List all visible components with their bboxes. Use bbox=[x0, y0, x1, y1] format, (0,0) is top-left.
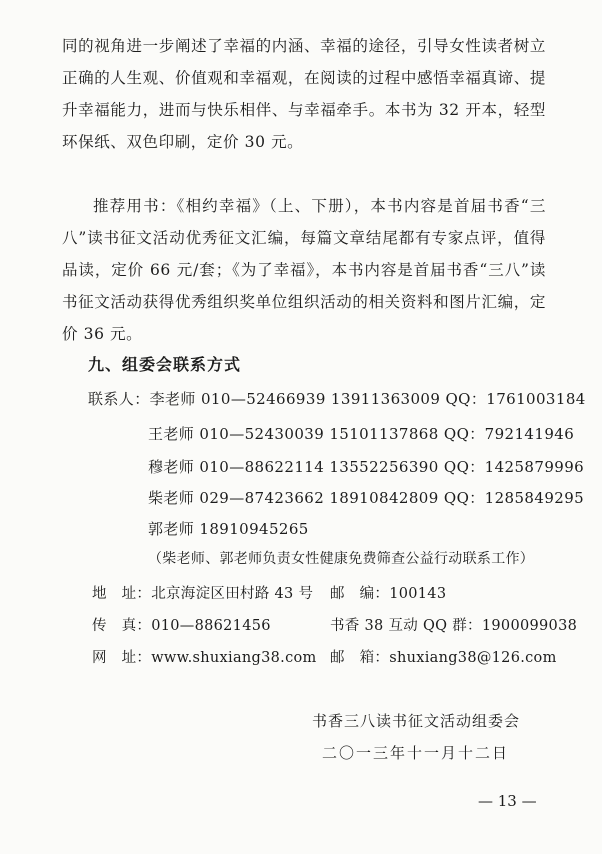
contact-details: 18910945265 bbox=[199, 520, 309, 538]
qq-group-value: 1900099038 bbox=[481, 618, 578, 634]
website-label: 网 址： bbox=[92, 650, 152, 666]
signature-org: 书香三八读书征文活动组委会 bbox=[312, 712, 521, 730]
contact-row bbox=[148, 518, 309, 539]
contact-details: 010—88622114 13552256390 QQ：1425879996 bbox=[199, 458, 585, 476]
signature-date: 二〇一三年十一月十二日 bbox=[322, 744, 510, 762]
email-label: 邮 箱： bbox=[330, 650, 390, 666]
website-row bbox=[92, 646, 317, 667]
contact-row bbox=[88, 388, 586, 409]
contact-details: 010—52430039 15101137868 QQ：792141946 bbox=[199, 425, 575, 443]
fax-label: 传 真： bbox=[92, 618, 152, 634]
contact-note: （柴老师、郭老师负责女性健康免费筛查公益行动联系工作） bbox=[148, 551, 535, 567]
contact-label: 联系人： bbox=[88, 390, 150, 408]
contact-row bbox=[148, 456, 584, 477]
contact-details: 029—87423662 18910842809 QQ：1285849295 bbox=[199, 489, 585, 507]
contact-details: 010—52466939 13911363009 QQ：1761003184 bbox=[200, 390, 586, 408]
paragraph-recommended-books: 推荐用书：《相约幸福》（上、下册），本书内容是首届书香“三八”读书征文活动优秀征文汇编，每篇文章结尾都有专家点评，值得品读，定价 66 元/套；《为了幸福》，本书内容是首届书香“三八”读书征文活动获得优秀组织奖单位组织活动的相关资料和图片汇编，定价 36 元。 bbox=[62, 197, 546, 343]
contact-name: 穆老师 bbox=[148, 458, 195, 476]
contact-name: 李老师 bbox=[149, 390, 196, 408]
website-link[interactable]: www.shuxiang38.com bbox=[151, 650, 317, 666]
contact-name: 郭老师 bbox=[148, 520, 195, 538]
email-link[interactable]: shuxiang38@126.com bbox=[389, 650, 557, 666]
address-label: 地 址： bbox=[92, 586, 152, 602]
page-number: — 13 — bbox=[478, 792, 537, 810]
contact-row bbox=[148, 423, 574, 444]
section-heading: 九、组委会联系方式 bbox=[88, 355, 242, 374]
contact-name: 柴老师 bbox=[148, 489, 195, 507]
qq-group-label: 书香 38 互动 QQ 群： bbox=[330, 618, 482, 634]
contact-row bbox=[148, 487, 584, 508]
postcode-label: 邮 编： bbox=[330, 586, 390, 602]
fax-value: 010—88621456 bbox=[151, 618, 271, 634]
postcode-value: 100143 bbox=[389, 586, 447, 602]
fax-row bbox=[92, 614, 271, 635]
paragraph-book-description: 同的视角进一步阐述了幸福的内涵、幸福的途径，引导女性读者树立正确的人生观、价值观和幸福观，在阅读的过程中感悟幸福真谛、提升幸福能力，进而与快乐相伴、与幸福牵手。本书为 32 开本，轻型环保纸、双色印刷，定价 30 元。 bbox=[62, 37, 546, 151]
email-row bbox=[330, 646, 557, 667]
postcode-row bbox=[330, 582, 446, 603]
contact-name: 王老师 bbox=[148, 425, 195, 443]
address-row bbox=[92, 582, 313, 603]
address-value: 北京海淀区田村路 43 号 bbox=[151, 586, 314, 602]
qq-group-row bbox=[330, 614, 577, 635]
